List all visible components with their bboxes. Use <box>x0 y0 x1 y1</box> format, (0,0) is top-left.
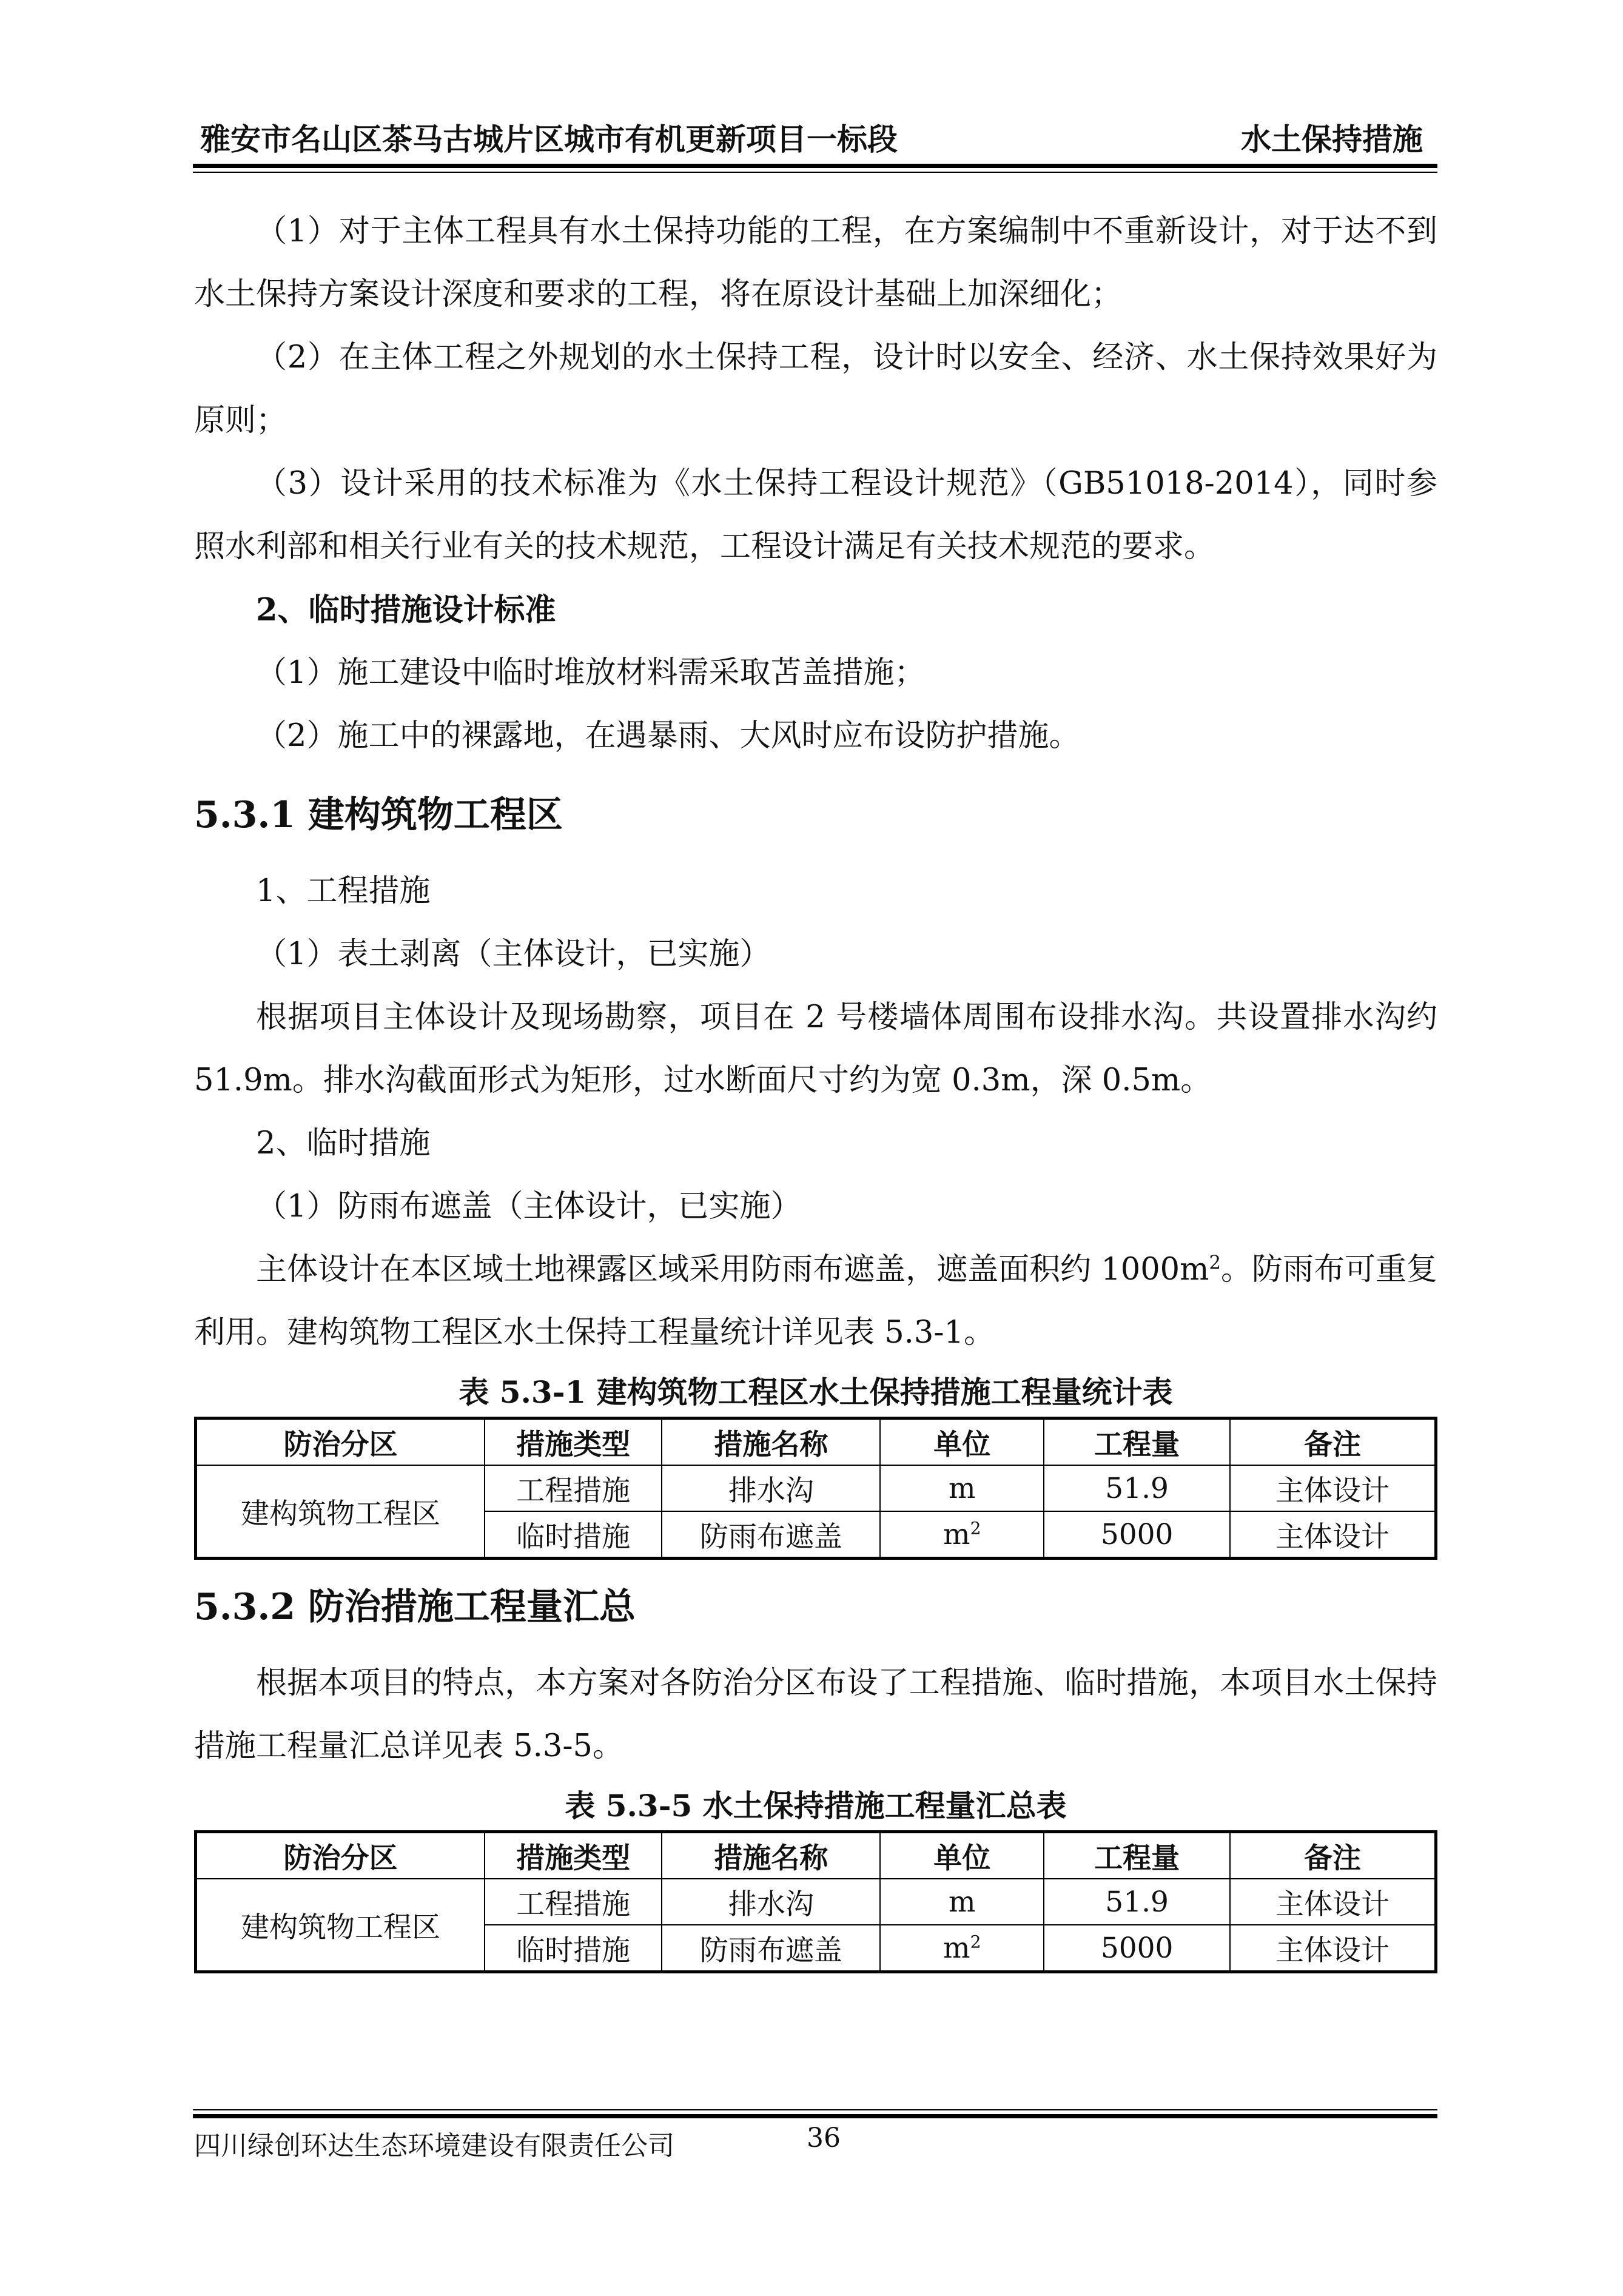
section-heading: 5.3.2 防治措施工程量汇总 <box>194 1586 636 1628</box>
superscript: 2 <box>970 1931 981 1952</box>
column-header: 防治分区 <box>196 1832 485 1879</box>
paragraph <box>194 1238 1437 1365</box>
table-cell: m <box>880 1465 1044 1511</box>
table-cell: 工程措施 <box>485 1879 662 1925</box>
paragraph: （2）施工中的裸露地，在遇暴雨、大风时应布设防护措施。 <box>256 718 1080 754</box>
paragraph: 根据本项目的特点，本方案对各防治分区布设了工程措施、临时措施，本项目水土保持措施工程量汇总详见表 5.3-5。 <box>194 1665 1437 1764</box>
footer-company: 四川绿创环达生态环境建设有限责任公司 <box>194 2130 674 2161</box>
table-header-row <box>196 1418 1436 1466</box>
table-cell: 主体设计 <box>1230 1925 1436 1972</box>
engineering-quantity-table <box>194 1417 1437 1560</box>
table-cell: 防雨布遮盖 <box>662 1925 880 1972</box>
superscript: 2 <box>1209 1252 1221 1274</box>
superscript: 2 <box>970 1517 981 1538</box>
table-cell-area: 建构筑物工程区 <box>196 1465 485 1559</box>
unit-text: m <box>943 1517 970 1551</box>
paragraph: （1）施工建设中临时堆放材料需采取苫盖措施； <box>256 655 926 691</box>
paragraph: （1）表土剥离（主体设计，已实施） <box>256 936 771 972</box>
table-cell: 主体设计 <box>1230 1465 1436 1511</box>
paragraph-text: GB51018-2014 <box>1058 466 1294 502</box>
section-heading: 5.3.1 建构筑物工程区 <box>194 794 563 836</box>
footer-rule-thick <box>193 2114 1437 2118</box>
paragraph-text: （3）设计采用的技术标准为《水土保持工程设计规范》（ <box>256 466 1059 502</box>
column-header: 措施类型 <box>485 1832 662 1879</box>
column-header: 措施类型 <box>485 1418 662 1466</box>
column-header: 备注 <box>1230 1832 1436 1879</box>
paragraph-text: 主体设计在本区域土地裸露区域采用防雨布遮盖，遮盖面积约 1000m <box>256 1252 1209 1287</box>
table-row <box>196 1879 1436 1925</box>
column-header: 防治分区 <box>196 1418 485 1466</box>
paragraph: 2、临时措施 <box>256 1126 431 1161</box>
column-header: 单位 <box>880 1832 1044 1879</box>
table-cell: 主体设计 <box>1230 1511 1436 1559</box>
paragraph-text: 。防雨布可重复利用。建构筑物工程区水土保持工程量统计详见表 5.3-1。 <box>194 1252 1437 1351</box>
table-cell: 5000 <box>1044 1925 1230 1972</box>
page-number: 36 <box>807 2123 841 2153</box>
table-cell: 排水沟 <box>662 1879 880 1925</box>
table-cell: m <box>880 1879 1044 1925</box>
paragraph: 1、工程措施 <box>256 873 431 909</box>
table-cell: 51.9 <box>1044 1465 1230 1511</box>
table-cell-area: 建构筑物工程区 <box>196 1879 485 1972</box>
table-cell: 51.9 <box>1044 1879 1230 1925</box>
paragraph: 根据项目主体设计及现场勘察，项目在 2 号楼墙体周围布设排水沟。共设置排水沟约 51.9m。排水沟截面形式为矩形，过水断面尺寸约为宽 0.3m，深 0.5m。 <box>194 999 1437 1098</box>
column-header: 措施名称 <box>662 1832 880 1879</box>
paragraph <box>194 452 1437 579</box>
column-header: 措施名称 <box>662 1418 880 1466</box>
table-header-row <box>196 1832 1436 1879</box>
header-chapter-title: 水土保持措施 <box>1241 121 1423 157</box>
column-header: 单位 <box>880 1418 1044 1466</box>
table-cell: 排水沟 <box>662 1465 880 1511</box>
footer-rule-thin <box>193 2109 1437 2110</box>
header-project-title: 雅安市名山区茶马古城片区城市有机更新项目一标段 <box>200 121 898 157</box>
column-header: 备注 <box>1230 1418 1436 1466</box>
table-row <box>196 1465 1436 1511</box>
table-cell: 防雨布遮盖 <box>662 1511 880 1559</box>
table-cell: 工程措施 <box>485 1465 662 1511</box>
summary-quantity-table <box>194 1830 1437 1973</box>
column-header: 工程量 <box>1044 1418 1230 1466</box>
table-caption: 表 5.3-1 建构筑物工程区水土保持措施工程量统计表 <box>459 1374 1173 1410</box>
table-cell <box>880 1511 1044 1559</box>
paragraph: （2）在主体工程之外规划的水土保持工程，设计时以安全、经济、水土保持效果好为原则； <box>194 340 1437 438</box>
subheading: 2、临时措施设计标准 <box>256 592 556 628</box>
header-rule-thin <box>193 172 1437 173</box>
table-cell: 临时措施 <box>485 1925 662 1972</box>
header-rule-thick <box>193 164 1437 168</box>
table-cell: 临时措施 <box>485 1511 662 1559</box>
table-cell <box>880 1925 1044 1972</box>
table-cell: 5000 <box>1044 1511 1230 1559</box>
unit-text: m <box>943 1931 970 1965</box>
paragraph: （1）防雨布遮盖（主体设计，已实施） <box>256 1189 802 1224</box>
page-body <box>194 200 1437 1979</box>
table-caption: 表 5.3-5 水土保持措施工程量汇总表 <box>565 1788 1067 1824</box>
paragraph-text: ），同时参照水利部和相关行业有关的技术规范，工程设计满足有关技术规范的要求。 <box>194 466 1437 565</box>
paragraph: （1）对于主体工程具有水土保持功能的工程，在方案编制中不重新设计，对于达不到水土保持方案设计深度和要求的工程，将在原设计基础上加深细化； <box>194 213 1437 312</box>
column-header: 工程量 <box>1044 1832 1230 1879</box>
table-cell: 主体设计 <box>1230 1879 1436 1925</box>
